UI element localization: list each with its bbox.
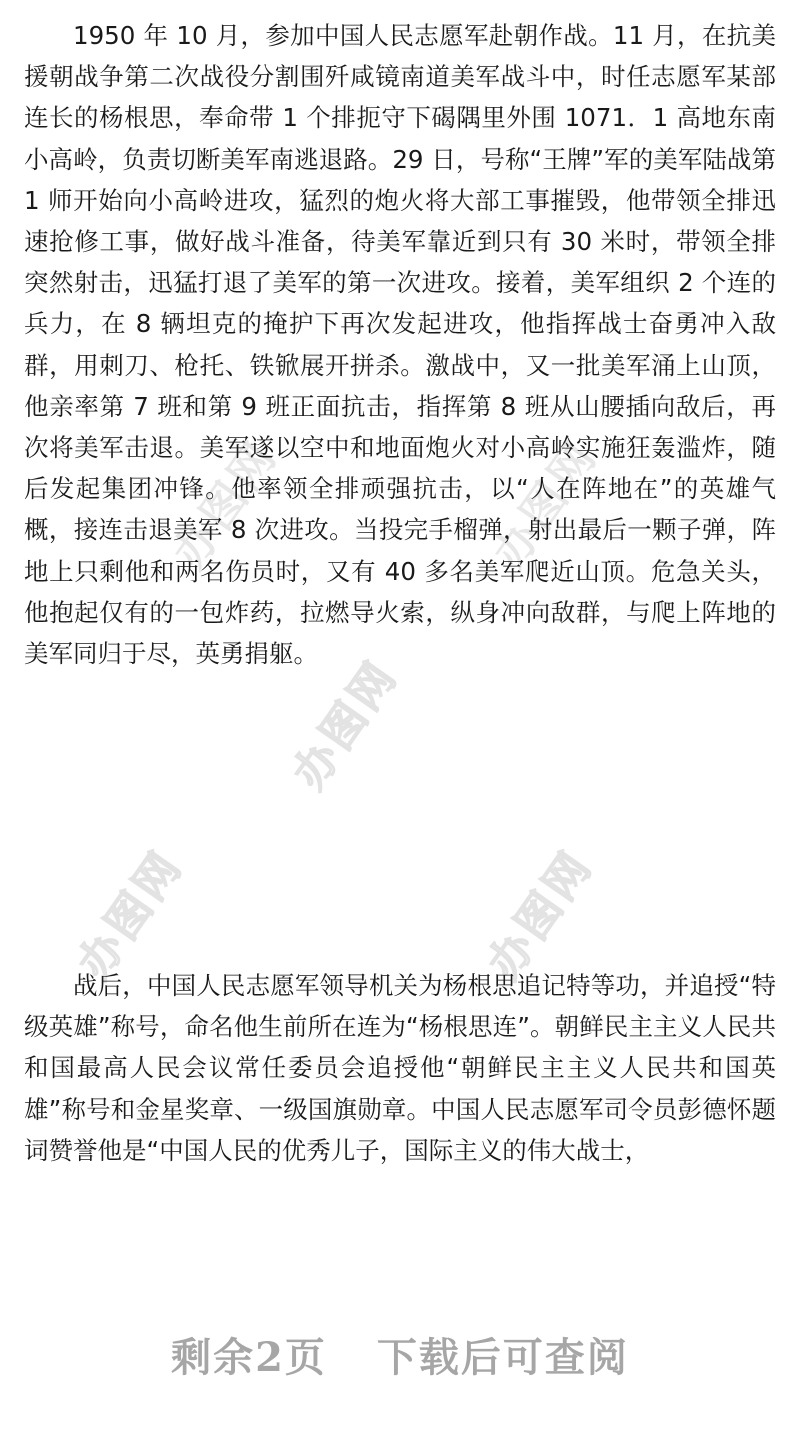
watermark-text: 办图网 (283, 650, 408, 799)
body-paragraph: 1950 年 10 月，参加中国人民志愿军赴朝作战。11 月，在抗美援朝战争第二次战役分割围歼咸镜南道美军战斗中，时任志愿军某部连长的杨根思，奉命带 1 个排扼守下碣隅里外围 1071．1 高地东南小高岭，负责切断美军南逃退路。29 日，号称“王牌”军的美军陆战第 1 师开始向小高岭进攻，猛烈的炮火将大部工事摧毁，他带领全排迅速抢修工事，做好战斗准备，待美军靠近到只有 30 米时，带领全排突然射击，迅猛打退了美军的第一次进攻。接着，美军组织 2 个连的兵力，在 8 辆坦克的掩护下再次发起进攻，他指挥战士奋勇冲入敌群，用刺刀、枪托、铁锨展开拼杀。激战中，又一批美军涌上山顶，他亲率第 7 班和第 9 班正面抗击，指挥第 8 班从山腰插向敌后，再次将美军击退。美军遂以空中和地面炮火对小高岭实施狂轰滥炸，随后发起集团冲锋。他率领全排顽强抗击，以“人在阵地在”的英雄气概，接连击退美军 8 次进攻。当投完手榴弹，射出最后一颗子弹，阵地上只剩他和两名伤员时，又有 40 多名美军爬近山顶。危急关头，他抱起仅有的一包炸药，拉燃导火索，纵身冲向敌群，与爬上阵地的美军同归于尽，英勇捐躯。 (24, 21, 776, 669)
body-paragraph: 战后，中国人民志愿军领导机关为杨根思追记特等功，并追授“特级英雄”称号，命名他生前所在连为“杨根思连”。朝鲜民主主义人民共和国最高人民会议常任委员会追授他“朝鲜民主主义人民共和国英雄”称号和金星奖章、一级国旗勋章。中国人民志愿军司令员彭德怀题词赞誉他是“中国人民的优秀儿子，国际主义的伟大战士， (24, 971, 776, 1165)
download-prompt-banner[interactable] (0, 1326, 800, 1383)
watermark-text: 办图网 (68, 840, 193, 989)
remaining-pages-label: 剩余2页 (171, 1334, 327, 1381)
watermark-text: 办图网 (483, 430, 608, 579)
watermark-text: 办图网 (163, 430, 288, 579)
watermark-text: 办图网 (478, 840, 603, 989)
download-to-view-label: 下载后可查阅 (376, 1334, 629, 1381)
